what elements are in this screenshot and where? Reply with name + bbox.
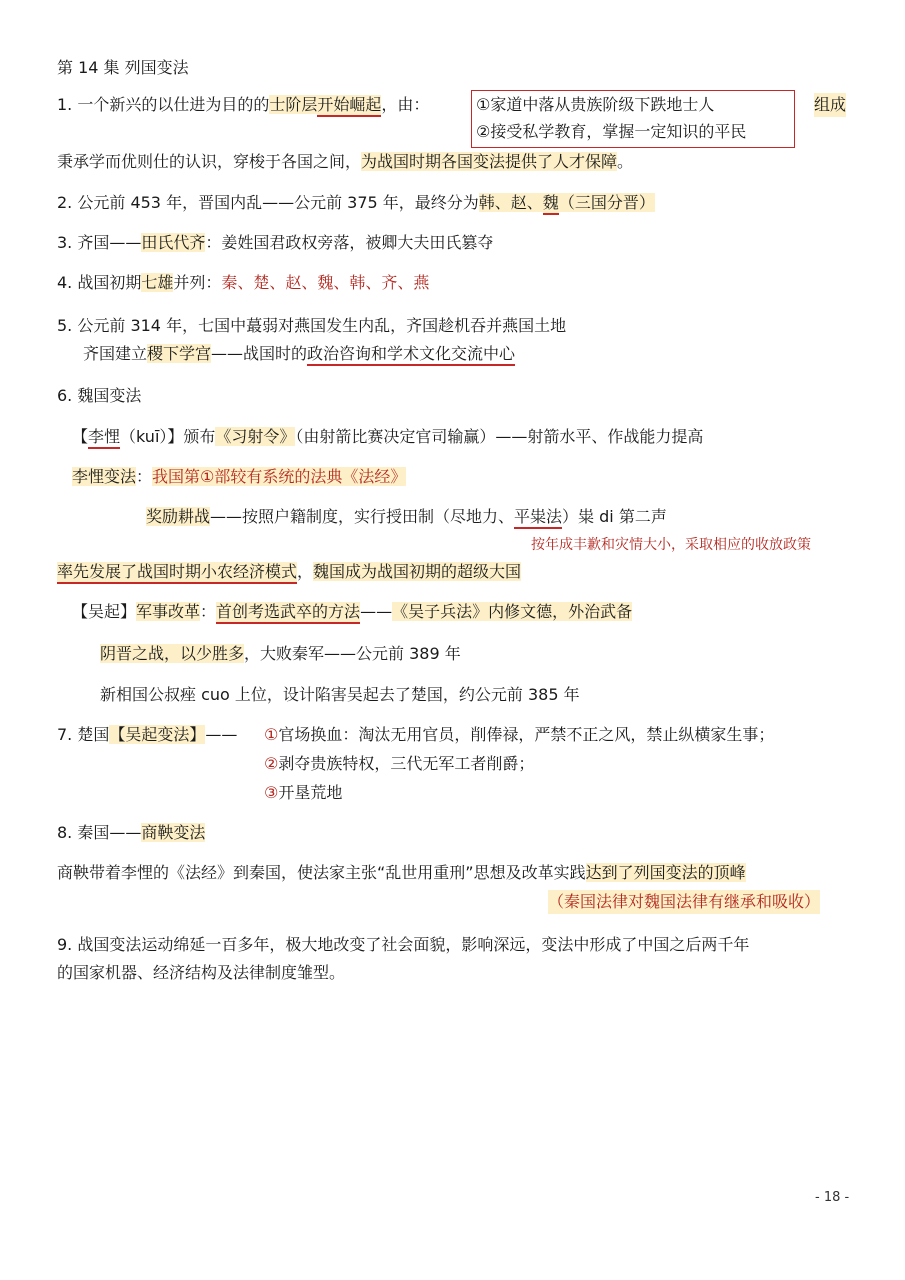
s7-item-3-text: 开垦荒地 (278, 783, 343, 802)
s8-peak: 达到了列国变法的顶峰 (585, 863, 746, 882)
s6-highlight-farming: 奖励耕战 (146, 507, 211, 526)
s1-period: 。 (617, 152, 634, 171)
s7-num-3: ③ (264, 783, 279, 802)
section-5-line-2 (83, 342, 515, 366)
section-6-title: 6. 魏国变法 (57, 386, 142, 405)
s2-highlight-wei: 魏 (543, 193, 559, 215)
section-7 (57, 723, 237, 747)
section-9-line-2: 的国家机器、经济结构及法律制度雏型。 (57, 963, 346, 982)
s6-text-2: （由射箭比赛决定官司输赢）——射箭水平、作战能力提高 (295, 427, 704, 446)
s1-source-1: ①家道中落从贵族阶级下跌地士人 (476, 95, 715, 114)
s6-gongshu-line: 新相国公叔痤 cuo 上位，设计陷害吴起去了楚国，约公元前 385 年 (100, 685, 580, 704)
s6-superpower: 魏国成为战国初期的超级大国 (313, 562, 522, 581)
s6-wuqi: 【吴起】 (72, 602, 137, 621)
s7-item-2 (264, 752, 534, 776)
s1-highlight-scholar-class: 士阶层 (269, 95, 318, 114)
s7-dash: —— (205, 725, 238, 744)
s1-highlight-rise: 开始崛起 (317, 95, 381, 117)
page-number: - 18 - (815, 1190, 850, 1205)
s6-yinjin-battle: 阴晋之战，以少胜多 (100, 644, 245, 663)
s5-underline-center: 政治咨询和学术文化交流中心 (307, 344, 515, 366)
s6-bracket: 【 (72, 427, 89, 446)
s6-dash: —— (360, 602, 393, 621)
s5-text-2: ——战国时的 (211, 344, 308, 363)
s3-highlight-tian: 田氏代齐 (141, 233, 206, 252)
s6-wuqi-line (72, 600, 632, 624)
s8-text-2: 商鞅带着李悝的《法经》到秦国，使法家主张“乱世用重刑”思想及改革实践 (57, 863, 586, 882)
s3-text: 3. 齐国—— (57, 233, 142, 252)
s6-farming-line (146, 505, 667, 529)
s7-item-3 (264, 781, 342, 805)
s6-comma: ， (297, 562, 314, 581)
s4-text: 4. 战国初期 (57, 273, 142, 292)
s6-li-kui-line (72, 425, 703, 449)
s7-text: 7. 楚国 (57, 725, 110, 744)
s7-item-1 (264, 723, 774, 747)
s7-num-2: ② (264, 754, 279, 773)
s2-highlight-partition: （三国分晋） (558, 193, 655, 212)
s6-text-4: ）粜 di 第二声 (562, 507, 667, 526)
s6-colon-2: ： (200, 602, 217, 621)
section-4 (57, 271, 429, 295)
s8-note: （秦国法律对魏国法律有继承和吸收） (548, 890, 820, 914)
s8-shang-yang-reform: 商鞅变法 (141, 823, 206, 842)
s7-item-1-text: 官场换血：淘汰无用官员，削俸禄，严禁不正之风，禁止纵横家生事； (278, 725, 775, 744)
s6-yinjin-line (100, 642, 461, 666)
s6-soldier-selection: 首创考选武卒的方法 (216, 602, 360, 624)
s1-source-2: ②接受私学教育，掌握一定知识的平民 (476, 122, 747, 141)
s6-economy: 率先发展了战国时期小农经济模式 (57, 562, 297, 584)
section-3 (57, 231, 493, 255)
s8-text: 8. 秦国—— (57, 823, 142, 842)
s4-highlight-seven: 七雄 (141, 273, 174, 292)
s6-text-5: ，大败秦军——公元前 389 年 (244, 644, 461, 663)
s7-num-1: ① (264, 725, 279, 744)
s6-highlight-archery-order: 《习射令》 (215, 427, 296, 446)
s2-text: 2. 公元前 453 年，晋国内乱——公元前 375 年，最终分为 (57, 193, 479, 212)
s5-text: 齐国建立 (83, 344, 148, 363)
s4-text-2: 并列： (173, 273, 222, 292)
s6-text: （kuī）】颁布 (120, 427, 216, 446)
s8-line-2 (57, 861, 746, 885)
s1-highlight-talent: 为战国时期各国变法提供了人才保障 (361, 152, 618, 171)
s6-highlight-reform: 李悝变法 (72, 467, 137, 486)
page-title: 第 14 集 列国变法 (57, 58, 189, 77)
s2-highlight-states: 韩、赵、 (478, 193, 543, 212)
s5-highlight-academy: 稷下学宫 (147, 344, 212, 363)
s1-compose: 组成 (814, 93, 846, 117)
s1-text-2: 秉承学而优则仕的认识，穿梭于各国之间， (57, 152, 362, 171)
s6-military-reform: 军事改革 (136, 602, 201, 621)
section-8 (57, 821, 205, 845)
s6-economy-line (57, 560, 521, 584)
s7-item-2-text: 剥夺贵族特权，三代无军工者削爵； (278, 754, 535, 773)
s3-text-2: ：姜姓国君政权旁落，被卿大夫田氏篡夺 (205, 233, 494, 252)
s6-colon: ： (136, 467, 153, 486)
s6-pingtiao: 平粜法 (514, 507, 562, 529)
s6-reform-line (72, 465, 406, 489)
s6-text-3: ——按照户籍制度，实行授田制（尽地力、 (210, 507, 515, 526)
s1-text-by: ，由： (381, 95, 430, 114)
s1-text: 1. 一个新兴的以仕进为目的的 (57, 95, 270, 114)
s6-pingtiao-note: 按年成丰歉和灾情大小，采取相应的收放政策 (531, 537, 811, 553)
s7-wuqi-reform: 【吴起变法】 (109, 725, 206, 744)
section-2 (57, 191, 655, 215)
s6-wuzi-art: 《吴子兵法》内修文德，外治武备 (392, 602, 633, 621)
section-1-line-1 (57, 93, 429, 117)
s6-law-code: 我国第①部较有系统的法典《法经》 (152, 467, 407, 486)
section-9-line-1: 9. 战国变法运动绵延一百多年，极大地改变了社会面貌，影响深远，变法中形成了中国之后两千年 (57, 935, 750, 954)
section-1-line-2 (57, 150, 633, 174)
section-5-line-1: 5. 公元前 314 年，七国中蕞弱对燕国发生内乱，齐国趁机吞并燕国土地 (57, 316, 567, 335)
s6-li-kui: 李悝 (88, 427, 120, 449)
s4-states-list: 秦、楚、赵、魏、韩、齐、燕 (221, 273, 430, 292)
